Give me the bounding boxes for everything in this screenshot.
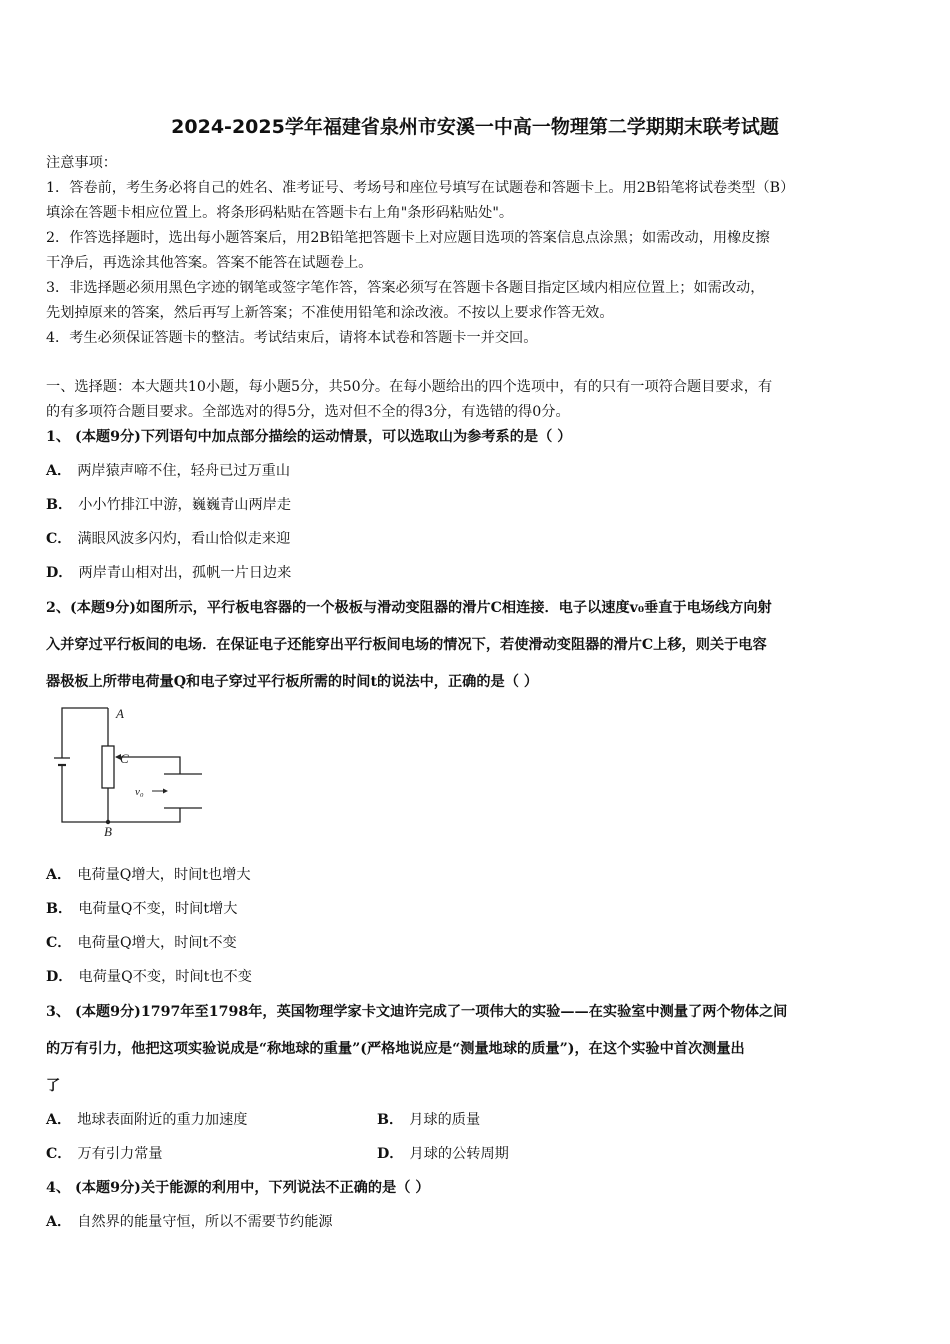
option-text: 月球的质量 <box>409 1112 481 1128</box>
question-3-stem: 了 <box>46 1078 61 1094</box>
question-3-stem: 的万有引力，他把这项实验说成是“称地球的重量”(严格地说应是“测量地球的质量”)，在这个实验中首次测量出 <box>46 1041 745 1057</box>
notice-line: 先划掉原来的答案，然后再写上新答案；不准使用铅笔和涂改液。不按以上要求作答无效。 <box>46 305 614 321</box>
notice-line: 干净后，再选涂其他答案。答案不能答在试题卷上。 <box>46 255 373 271</box>
notice-line: 填涂在答题卡相应位置上。将条形码粘贴在答题卡右上角"条形码粘贴处"。 <box>46 205 514 221</box>
notice-line: 2．作答选择题时，选出每小题答案后，用2B铅笔把答题卡上对应题目选项的答案信息点涂黑；如需改动，用橡皮擦 <box>46 230 770 246</box>
notice-heading: 注意事项： <box>46 155 117 171</box>
option-label: B． <box>377 1112 404 1128</box>
label-a: A <box>116 706 124 721</box>
question-3-option-d <box>377 1143 509 1163</box>
option-label: C． <box>46 935 72 951</box>
option-label: A． <box>46 463 72 479</box>
question-1-option-c <box>46 528 290 548</box>
question-1-option-a <box>46 460 290 480</box>
option-text: 万有引力常量 <box>77 1146 163 1162</box>
option-label: A． <box>46 867 72 883</box>
question-2-option-a <box>46 864 251 884</box>
question-2-stem: 入并穿过平行板间的电场．在保证电子还能穿出平行板间电场的情况下，若使滑动变阻器的滑片C上移，则关于电容 <box>46 637 767 653</box>
option-label: C． <box>46 531 72 547</box>
option-label: A． <box>46 1214 72 1230</box>
option-text: 电荷量Q不变，时间t增大 <box>78 901 238 917</box>
label-c: C <box>120 751 129 766</box>
question-2-stem: 器极板上所带电荷量Q和电子穿过平行板所需的时间t的说法中，正确的是（ ） <box>46 674 539 690</box>
option-text: 地球表面附近的重力加速度 <box>77 1112 248 1128</box>
question-1-stem: 1、 (本题9分)下列语句中加点部分描绘的运动情景，可以选取山为参考系的是（ ） <box>46 429 572 445</box>
section-instructions: 一、选择题：本大题共10小题，每小题5分，共50分。在每小题给出的四个选项中，有的只有一项符合题目要求，有 <box>46 379 773 395</box>
rheostat <box>102 746 114 788</box>
option-text: 自然界的能量守恒，所以不需要节约能源 <box>77 1214 333 1230</box>
question-3-option-b <box>377 1109 480 1129</box>
question-4-stem: 4、 (本题9分)关于能源的利用中，下列说法不正确的是（ ） <box>46 1180 430 1196</box>
option-text: 电荷量Q增大，时间t不变 <box>77 935 237 951</box>
option-label: D． <box>46 969 73 985</box>
label-b: B <box>104 824 112 839</box>
option-label: B． <box>46 497 73 513</box>
option-label: D． <box>377 1146 404 1162</box>
option-label: D． <box>46 565 73 581</box>
option-text: 电荷量Q不变，时间t也不变 <box>78 969 252 985</box>
option-text: 月球的公转周期 <box>409 1146 509 1162</box>
option-label: B． <box>46 901 73 917</box>
notice-line: 1．答卷前，考生务必将自己的姓名、准考证号、考场号和座位号填写在试题卷和答题卡上。用2B铅笔将试卷类型（B） <box>46 180 795 196</box>
circuit-diagram <box>44 700 224 840</box>
notice-line: 4．考生必须保证答题卡的整洁。考试结束后，请将本试卷和答题卡一并交回。 <box>46 330 538 346</box>
option-label: A． <box>46 1112 72 1128</box>
question-1-option-b <box>46 494 291 514</box>
question-3-option-a <box>46 1109 247 1129</box>
question-4-option-a <box>46 1211 333 1231</box>
capacitor-ground-wire <box>108 808 180 822</box>
option-text: 满眼风波多闪灼，看山恰似走来迎 <box>77 531 291 547</box>
question-2-stem: 2、(本题9分)如图所示，平行板电容器的一个极板与滑动变阻器的滑片C相连接．电子以速度v₀垂直于电场线方向射 <box>46 600 772 616</box>
option-label: C． <box>46 1146 72 1162</box>
wire-top <box>62 708 108 758</box>
question-3-option-c <box>46 1143 163 1163</box>
section-instructions: 的有多项符合题目要求。全部选对的得5分，选对但不全的得3分，有选错的得0分。 <box>46 404 570 420</box>
velocity-arrowhead <box>163 789 168 794</box>
option-text: 电荷量Q增大，时间t也增大 <box>77 867 251 883</box>
question-2-option-b <box>46 898 237 918</box>
question-3-stem: 3、 (本题9分)1797年至1798年，英国物理学家卡文迪许完成了一项伟大的实验——在实验室中测量了两个物体之间 <box>46 1004 788 1020</box>
question-2-option-c <box>46 932 237 952</box>
option-text: 两岸青山相对出，孤帆一片日边来 <box>78 565 292 581</box>
option-text: 小小竹排江中游，巍巍青山两岸走 <box>78 497 292 513</box>
option-text: 两岸猿声啼不住，轻舟已过万重山 <box>77 463 291 479</box>
notice-line: 3．非选择题必须用黑色字迹的钢笔或签字笔作答，答案必须写在答题卡各题目指定区域内相应位置上；如需改动， <box>46 280 765 296</box>
page-title: 2024-2025学年福建省泉州市安溪一中高一物理第二学期期末联考试题 <box>171 116 779 138</box>
label-v0: v₀ <box>135 786 144 798</box>
question-2-option-d <box>46 966 252 986</box>
question-1-option-d <box>46 562 291 582</box>
wire-bottom <box>62 765 108 822</box>
